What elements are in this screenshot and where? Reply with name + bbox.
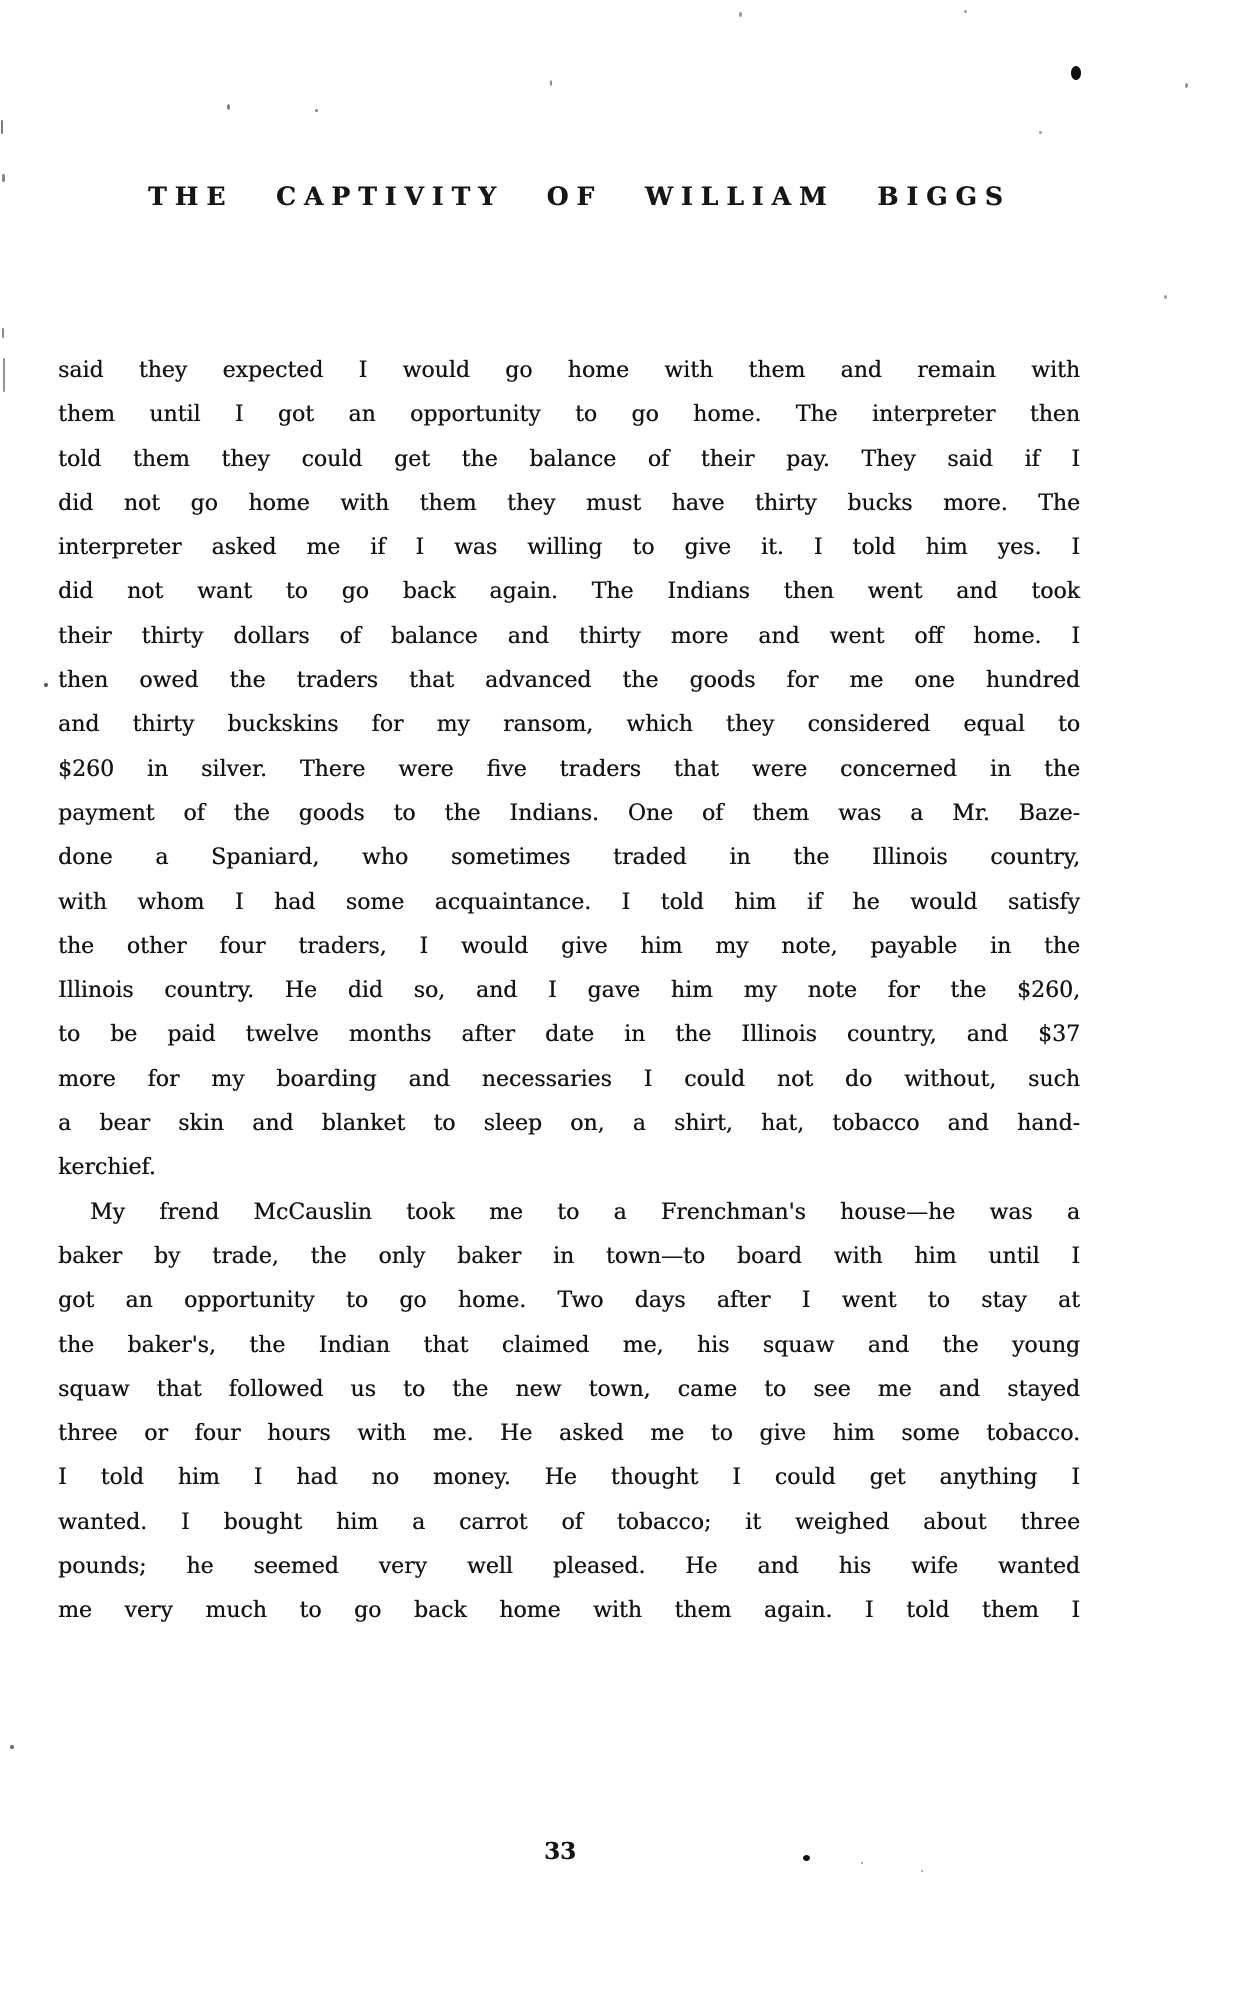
text-line: them until I got an opportunity to go home. The interpreter then <box>58 402 1080 428</box>
ink-speck <box>803 1855 810 1861</box>
text-line: the other four traders, I would give him my note, payable in the <box>58 933 1080 959</box>
text-line: baker by trade, the only baker in town—to board with him until I <box>58 1243 1080 1269</box>
ink-speck <box>315 109 318 112</box>
ink-speck <box>3 358 5 392</box>
body-text <box>58 349 1080 1634</box>
ink-speck <box>550 80 552 86</box>
text-line: I told him I had no money. He thought I could get anything I <box>58 1465 1080 1491</box>
ink-speck <box>2 174 5 182</box>
ink-speck <box>1164 295 1167 299</box>
ink-speck <box>964 10 967 13</box>
ink-speck <box>739 12 742 17</box>
text-line: more for my boarding and necessaries I could not do without, such <box>58 1066 1080 1092</box>
ink-speck <box>1039 131 1042 134</box>
text-line: me very much to go back home with them again. I told them I <box>58 1598 1080 1624</box>
text-line: My frend McCauslin took me to a Frenchman's house—he was a <box>90 1199 1080 1225</box>
text-line: Illinois country. He did so, and I gave him my note for the $260, <box>58 978 1080 1004</box>
ink-speck <box>921 1870 923 1872</box>
text-line: a bear skin and blanket to sleep on, a shirt, hat, tobacco and hand- <box>58 1111 1080 1137</box>
paragraph <box>58 1191 1080 1634</box>
text-line: got an opportunity to go home. Two days after I went to stay at <box>58 1288 1080 1314</box>
text-line: then owed the traders that advanced the goods for me one hundred <box>58 668 1080 694</box>
page-number: 33 <box>543 1838 576 1865</box>
text-line: said they expected I would go home with them and remain with <box>58 358 1080 383</box>
text-line: wanted. I bought him a carrot of tobacco; it weighed about three <box>58 1509 1080 1535</box>
text-line: told them they could get the balance of their pay. They said if I <box>58 446 1080 472</box>
ink-speck <box>1185 83 1188 88</box>
text-line: and thirty buckskins for my ransom, which they considered equal to <box>58 712 1080 738</box>
text-line: done a Spaniard, who sometimes traded in the Illinois country, <box>58 845 1080 871</box>
ink-speck <box>44 683 48 687</box>
text-line: their thirty dollars of balance and thirty more and went off home. I <box>58 623 1080 649</box>
ink-speck <box>227 104 230 110</box>
text-line: with whom I had some acquaintance. I told him if he would satisfy <box>58 889 1080 915</box>
text-line: to be paid twelve months after date in the Illinois country, and $37 <box>58 1022 1080 1048</box>
paragraph <box>58 349 1080 1191</box>
ink-speck <box>861 1862 863 1864</box>
text-line: did not go home with them they must have thirty bucks more. The <box>58 490 1080 516</box>
ink-speck <box>2 328 4 338</box>
page-title: THE CAPTIVITY OF WILLIAM BIGGS <box>148 182 1011 211</box>
text-line: $260 in silver. There were five traders that were concerned in the <box>58 756 1080 782</box>
text-line: pounds; he seemed very well pleased. He and his wife wanted <box>58 1554 1080 1580</box>
ink-speck <box>1071 66 1081 80</box>
text-line: the baker's, the Indian that claimed me, his squaw and the young <box>58 1332 1080 1358</box>
text-line: interpreter asked me if I was willing to give it. I told him yes. I <box>58 535 1080 561</box>
ink-speck <box>10 1745 14 1749</box>
text-line: squaw that followed us to the new town, came to see me and stayed <box>58 1376 1080 1402</box>
text-line: three or four hours with me. He asked me to give him some tobacco. <box>58 1421 1080 1447</box>
text-line: did not want to go back again. The Indians then went and took <box>58 579 1080 605</box>
ink-speck <box>1 120 3 134</box>
text-line: payment of the goods to the Indians. One of them was a Mr. Baze- <box>58 800 1080 826</box>
text-line: kerchief. <box>58 1155 156 1181</box>
